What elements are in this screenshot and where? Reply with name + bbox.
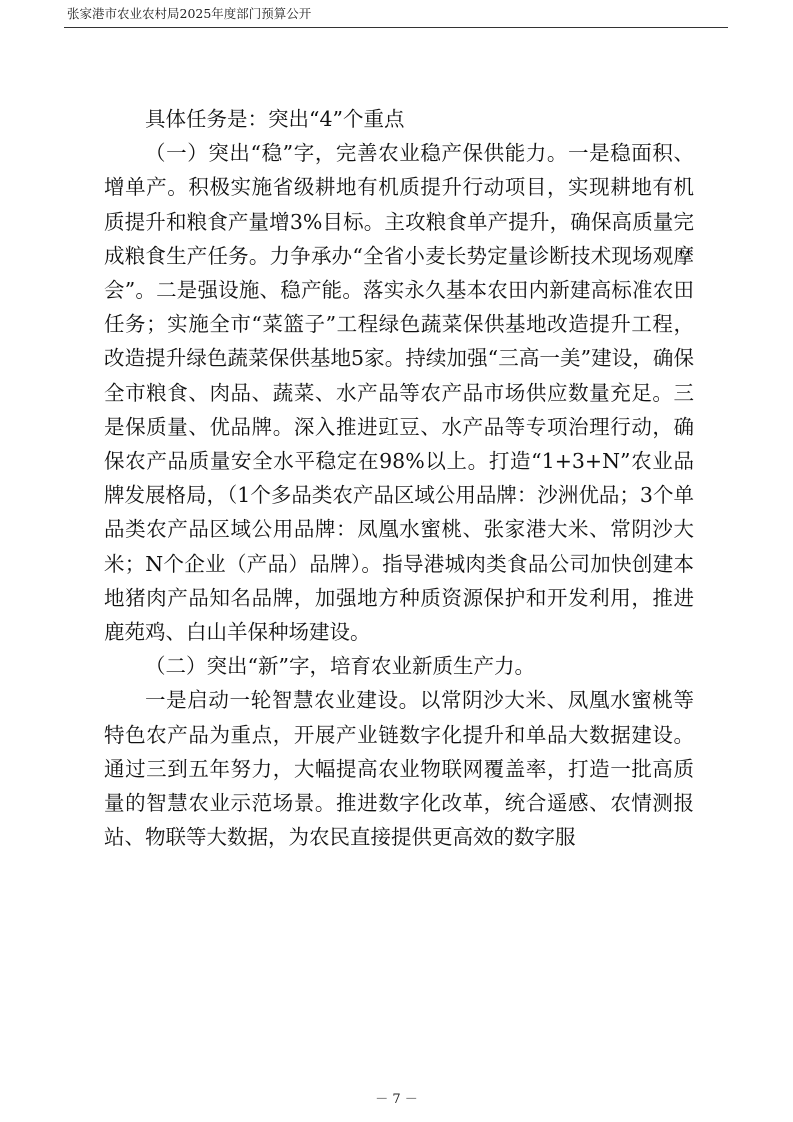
- paragraph-task-intro: 具体任务是：突出“4”个重点: [145, 107, 405, 131]
- body-text: [104, 102, 694, 854]
- paragraph-smart-agriculture: 一是启动一轮智慧农业建设。以常阴沙大米、凤凰水蜜桃等特色农产品为重点，开展产业链数字化提升和单品大数据建设。通过三到五年努力，大幅提高农业物联网覆盖率，打造一批高质量的智慧农业示范场景。推进数字化改革，统合遥感、农情测报站、物联等大数据，为农民直接提供更高效的数字服: [104, 688, 694, 850]
- page-number: － 7 －: [375, 1092, 418, 1107]
- paragraph-section-one: （一）突出“稳”字，完善农业稳产保供能力。一是稳面积、增单产。积极实施省级耕地有机质提升行动项目，实现耕地有机质提升和粮食产量增3%目标。主攻粮食单产提升，确保高质量完成粮食生产任务。力争承办“全省小麦长势定量诊断技术现场观摩会”。二是强设施、稳产能。落实永久基本农田内新建高标准农田任务；实施全市“菜篮子”工程绿色蔬菜保供基地改造提升工程，改造提升绿色蔬菜保供基地5家。持续加强“三高一美”建设，确保全市粮食、肉品、蔬菜、水产品等农产品市场供应数量充足。三是保质量、优品牌。深入推进豇豆、水产品等专项治理行动，确保农产品质量安全水平稳定在98%以上。打造“1+3+N”农业品牌发展格局，（1个多品类农产品区域公用品牌：沙洲优品；3个单品类农产品区域公用品牌：凤凰水蜜桃、张家港大米、常阴沙大米；N个企业（产品）品牌）。指导港城肉类食品公司加快创建本地猪肉产品知名品牌，加强地方种质资源保护和开发利用，推进鹿苑鸡、白山羊保种场建设。: [104, 141, 694, 645]
- paragraph-section-two-heading: （二）突出“新”字，培育农业新质生产力。: [145, 654, 535, 679]
- running-header: 张家港市农业农村局2025年度部门预算公开: [67, 6, 312, 21]
- header-divider: [64, 27, 728, 28]
